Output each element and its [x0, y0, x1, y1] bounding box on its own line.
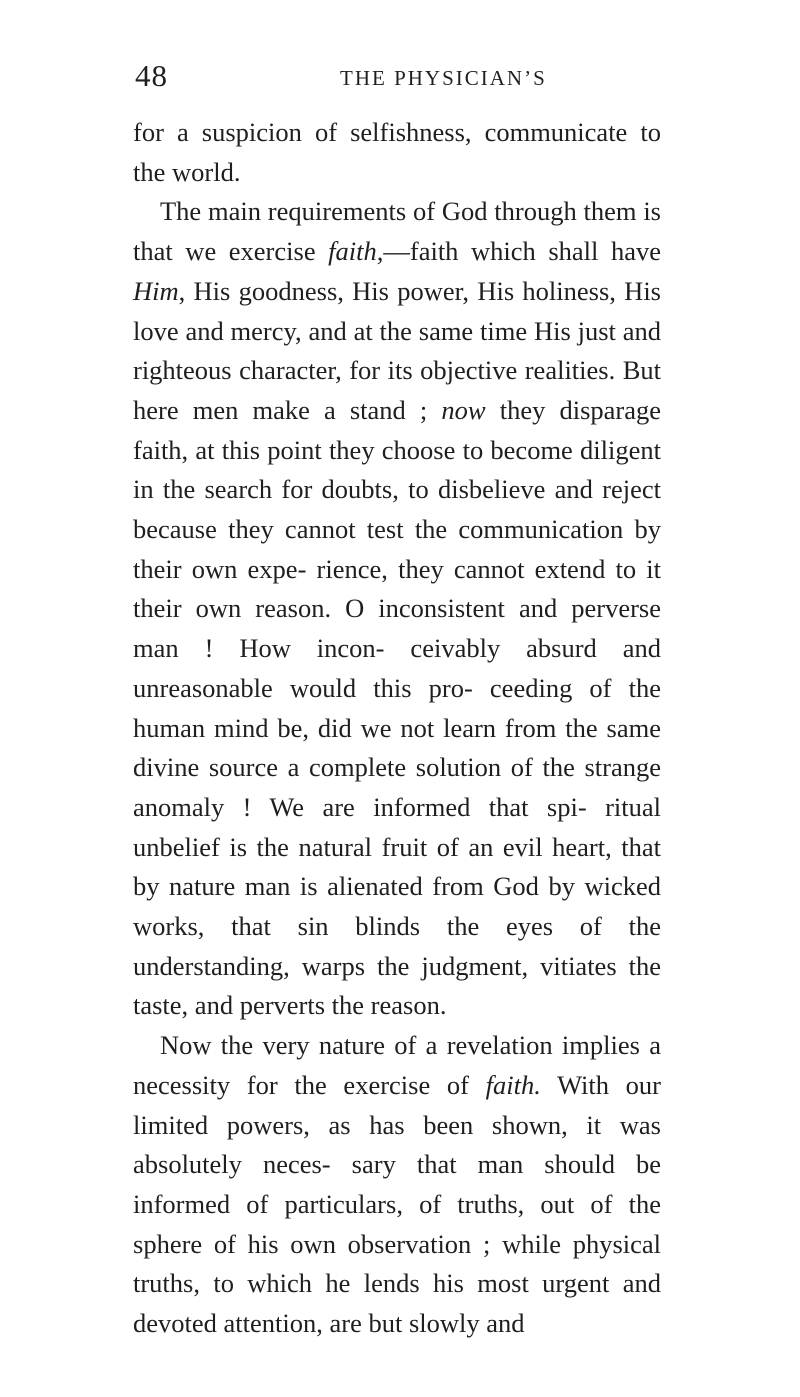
text-segment: they disparage faith, at this point they choose to become diligent in the search for doubts, to disbelieve and reject because they cannot test the communication by their own expe- rience, they cannot extend to it their own reason. O inconsistent and perverse man ! How incon- ceivably absurd and unreasonable would this pro- ceeding of the human mind be, did we not learn from the same divine source a complete solution of the strange anomaly ! We are informed that spi- ritual unbelief is the natural fruit of an evil heart, that by nature man is alienated from God by wicked works, that sin blinds the eyes of the understanding, warps the judgment, vitiates the taste, and perverts the reason. [133, 394, 661, 1021]
paragraph-2 [133, 192, 661, 1026]
italic-text: faith, [328, 236, 384, 267]
text-segment: The main requirements of God through them is that we exercise [133, 196, 661, 267]
running-title: THE PHYSICIAN’S [340, 66, 547, 90]
italic-text: faith. [485, 1069, 541, 1100]
text-segment: Now the very nature of a revelation implies a necessity for the exercise of [133, 1030, 661, 1100]
text-segment: for a suspicion of selfishness, communicate to the world. [133, 117, 661, 187]
paragraph-3 [133, 1026, 661, 1344]
italic-text: Him [133, 275, 179, 306]
italic-text: now [441, 394, 486, 425]
text-segment: With our limited powers, as has been shown, it was absolutely neces- sary that man should be informed of particulars, of truths, out of the sphere of his own observation ; while physical truths, to which he lends his most urgent and devoted attention, are but slowly and [133, 1069, 661, 1339]
text-segment: —faith which shall have [383, 236, 661, 267]
page-number: 48 [135, 58, 168, 93]
body-text [133, 113, 661, 1344]
paragraph-1 [133, 113, 661, 192]
running-head [135, 58, 655, 98]
text-segment: , His goodness, His power, His holiness, His love and mercy, and at the same time His just and righteous character, for its objective realities. But here men make a stand ; [133, 275, 661, 425]
